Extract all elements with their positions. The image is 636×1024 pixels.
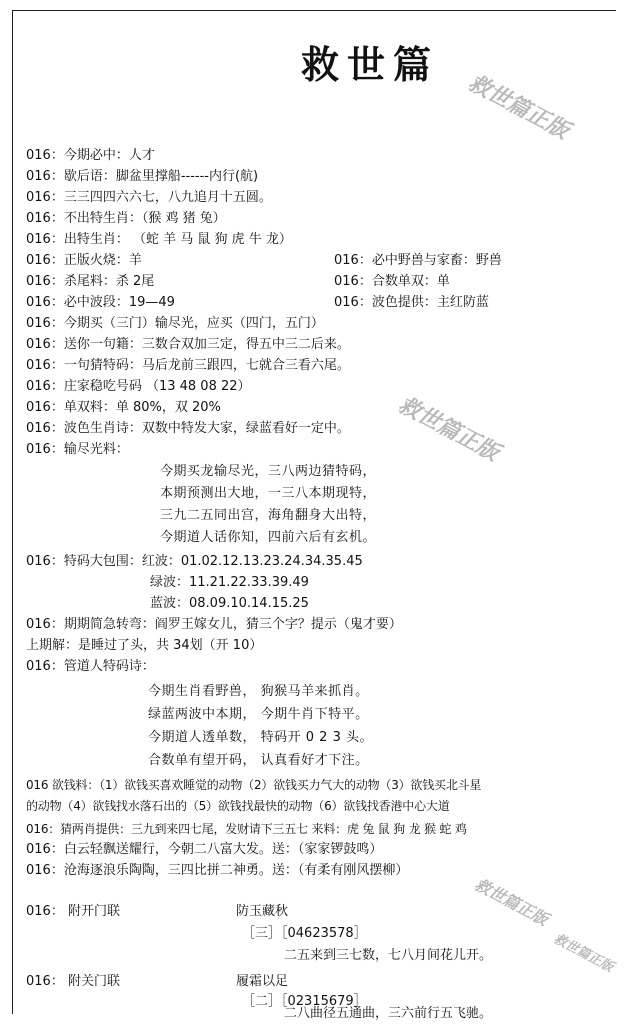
text-line: 016：三三四四六六七，八九追月十五圆。 (26, 190, 272, 205)
text-line: 016：必中野兽与家畜：野兽 (334, 253, 502, 268)
frame-left-border (12, 10, 13, 1014)
text-line: 016：白云轻飘送耀行，今朝二八富大发。送：（家家锣鼓鸣） (26, 842, 383, 857)
watermark: 救世篇正版 (393, 391, 504, 467)
poem-line: 今期生肖看野兽， 狗猴马羊来抓肖。 (148, 684, 369, 699)
poem-line: 今期买龙输尽光，三八两边猜特码， (160, 464, 377, 479)
poem-line: 本期预测出大地，一三八本期现特， (160, 486, 377, 501)
text-line: 016：歇后语：脚盆里撑船------内行(航) (26, 169, 259, 184)
couplet-label: 016： 附关门联 (26, 974, 120, 989)
text-line: 016：管道人特码诗： (26, 659, 155, 674)
text-line: 016：波色生肖诗：双数中特发大家，绿蓝看好一定中。 (26, 421, 350, 436)
couplet-title: 履霜以足 (236, 974, 289, 989)
text-line: 016：单双料：单 80%，双 20% (26, 400, 221, 415)
frame-top-border (12, 10, 616, 11)
text-line: 绿波：11.21.22.33.39.49 (150, 575, 309, 590)
text-line: 蓝波：08.09.10.14.15.25 (150, 596, 309, 611)
couplet-line: 二五来到三七数，七八月间花儿开。 (284, 948, 493, 963)
text-line: 016：合数单双：单 (334, 274, 450, 289)
watermark: 救世篇正版 (463, 69, 574, 145)
poem-line: 合数单有望开码， 认真看好才下注。 (148, 753, 369, 768)
couplet-line: 二八曲径五通曲，三六前行五飞驰。 (284, 1006, 493, 1021)
text-line: 016：特码大包围：红波：01.02.12.13.23.24.34.35.45 (26, 554, 363, 569)
text-line: 016：猜两肖提供：三九到来四七尾，发财请下三五七 来料：虎 兔 鼠 狗 龙 猴 蛇 鸡 (26, 822, 467, 836)
text-line: 上期解：是睡过了头，共 34划（开 10） (26, 638, 263, 653)
couplet-code: ［三］［04623578］ (242, 926, 367, 941)
text-line: 016：输尽光料： (26, 442, 129, 457)
poem-line: 绿蓝两波中本期， 今期牛肖下特平。 (148, 707, 369, 722)
text-line: 016：今期必中：人才 (26, 148, 155, 163)
text-line: 016：今期买（三门）输尽光，应买（四门，五门） (26, 316, 324, 331)
text-line: 016：波色提供：主红防蓝 (334, 295, 489, 310)
page-title: 救世篇 (300, 42, 439, 87)
couplet-title: 防玉藏秋 (236, 904, 289, 919)
text-line: 016：必中波段：19—49 (26, 295, 175, 310)
text-line: 016：沧海逐浪乐陶陶，三四比拼二神勇。送：（有柔有刚风摆柳） (26, 863, 409, 878)
watermark: 救世篇正版 (471, 874, 552, 929)
text-line: 016：不出特生肖：（猴 鸡 猪 兔） (26, 211, 226, 226)
poem-line: 今期道人话你知，四前六后有玄机。 (160, 530, 377, 545)
text-line: 016：出特生肖： （蛇 羊 马 鼠 狗 虎 牛 龙） (26, 232, 292, 247)
text-line: 016：期期简急转弯：阎罗王嫁女儿，猜三个字？提示（鬼才要） (26, 617, 402, 632)
text-line: 016 欲钱料：（1）欲钱买喜欢睡觉的动物（2）欲钱买力气大的动物（3）欲钱买北斗星 (26, 778, 482, 792)
couplet-label: 016： 附开门联 (26, 904, 120, 919)
text-line: 016：庄家稳吃号码 （13 48 08 22） (26, 379, 251, 394)
poem-line: 三九二五同出宫，海角翻身大出特， (160, 508, 377, 523)
couplet-code: ［二］［02315679］ (242, 994, 367, 1009)
poem-line: 今期道人透单数， 特码开 0 2 3 头。 (148, 730, 373, 745)
text-line: 016：一句猜特码：马后龙前三跟四，七就合三看六尾。 (26, 358, 350, 373)
text-line: 016：正版火烧：羊 (26, 253, 142, 268)
watermark: 救世篇正版 (551, 931, 616, 976)
text-line: 的动物（4）欲钱找水落石出的（5）欲钱找最快的动物（6）欲钱找香港中心大道 (26, 799, 450, 813)
text-line: 016：杀尾料：杀 2尾 (26, 274, 155, 289)
text-line: 016：送你一句籍：三数合双加三定，得五中三二后来。 (26, 337, 350, 352)
